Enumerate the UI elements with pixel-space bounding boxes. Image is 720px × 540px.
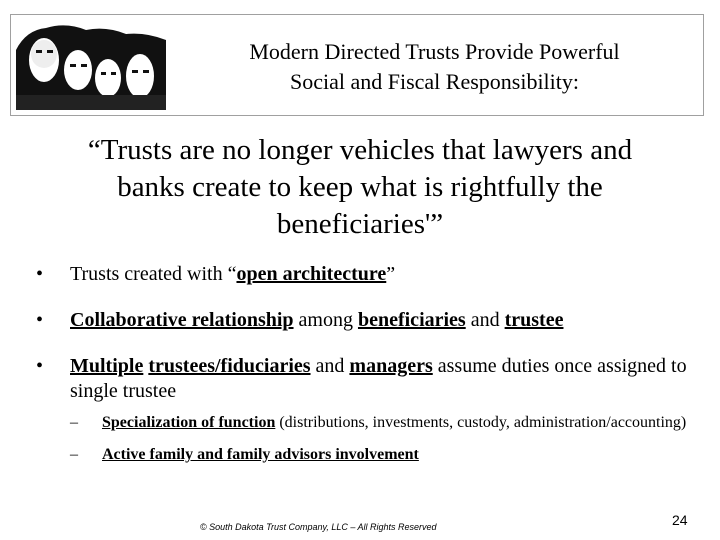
bullet-text: and [465, 309, 505, 331]
bullet-text: ” [386, 263, 396, 285]
bullet-text: assume duties once assigned to single trustee [70, 355, 687, 402]
bullet-text: among [293, 309, 358, 331]
quote-line-2: banks create to keep what is rightfully the [117, 171, 603, 203]
sub-bullet-dash: – [70, 446, 78, 463]
bullet-emphasis: trustees/fiduciaries [148, 355, 311, 377]
sub-bullet-specialization [70, 413, 696, 433]
sub-bullet-family-involvement [70, 445, 696, 465]
slide-title [176, 37, 693, 97]
sub-bullet-list [36, 413, 696, 465]
bullet-emphasis: Collaborative relationship [70, 309, 294, 331]
title-line-1: Modern Directed Trusts Provide Powerful [249, 39, 620, 64]
bullet-multiple-trustees [36, 354, 696, 404]
footer-copyright: © South Dakota Trust Company, LLC – All Rights Reserved [200, 522, 437, 532]
quote-line-1: “Trusts are no longer vehicles that lawyers and [87, 134, 633, 166]
bullet-emphasis: managers [349, 355, 433, 377]
bullet-dot: • [36, 309, 44, 331]
sub-bullet-emphasis: Active family and family advisors involvement [102, 446, 419, 463]
title-line-2: Social and Fiscal Responsibility: [289, 69, 580, 94]
bullet-dot: • [36, 355, 44, 377]
quote [20, 132, 700, 243]
bullet-emphasis: open architecture [236, 263, 387, 285]
bullet-open-architecture [36, 262, 696, 287]
bullet-emphasis: Multiple [70, 355, 144, 377]
sub-bullet-emphasis: Specialization of function [102, 414, 276, 431]
bullet-emphasis: trustee [504, 309, 564, 331]
bullet-list [36, 262, 696, 477]
header-box [10, 14, 704, 116]
mount-rushmore-logo [16, 20, 166, 110]
bullet-text: and [310, 355, 350, 377]
page-number: 24 [672, 512, 688, 528]
bullet-emphasis: beneficiaries [357, 309, 466, 331]
bullet-collaborative-relationship [36, 308, 696, 333]
bullet-text: Trusts created with “ [70, 263, 237, 285]
sub-bullet-text: (distributions, investments, custody, administration/accounting) [275, 414, 687, 431]
bullet-dot: • [36, 263, 44, 285]
quote-line-3: beneficiaries'” [276, 208, 444, 240]
sub-bullet-dash: – [70, 414, 78, 431]
